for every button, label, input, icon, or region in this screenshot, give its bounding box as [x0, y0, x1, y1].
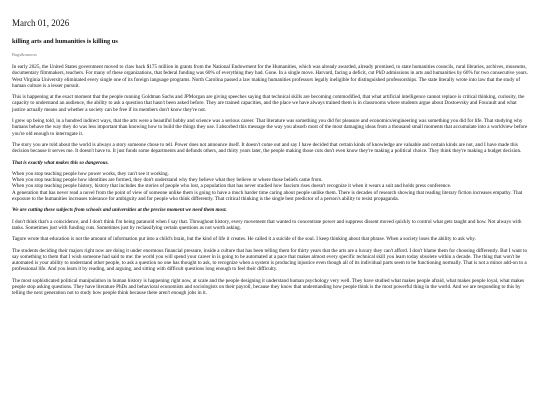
post-title: killing arts and humanities is killing us: [12, 38, 118, 45]
body-paragraph: A generation that has never read a novel from the point of view of someone unlike them is going to have a much harder time caring about people unlike them. There is decades of research showing that reading literary fiction increases empathy. That exposure to the humanities increases tolerance for ambiguity and for people who think differently. That critical thinking is the single best predictor of a person's ability to resist propaganda.: [12, 189, 523, 203]
body-paragraph: This is happening at the exact moment that the people running Goldman Sachs and JPMorgan are giving speeches saying that technical skills are becoming commodified, that what artificial intelligence cannot replace is critical thinking, curiosity, the capacity to understand an audience, the ability to ask a question that hasn't been asked before. They are trained capacities, and the place we have always trained them is in classrooms where students argue about Dostoevsky and Foucault and what justice actually means and whether a society can be free if its members don't know they're not.: [12, 94, 525, 113]
body-paragraph: When you stop teaching people how power works, they can't see it working.: [12, 170, 169, 177]
body-paragraph: The most sophisticated political manipulation in human history is happening right now, at scale and the people designing it understand human psychology very well. They have studied what makes people afraid, what makes people loyal, what makes people stop asking questions. They have literature PhDs and behavioral economists and sociologists on their payroll, because they know that understanding how people think is the most powerful thing in the world. And we are responding to this by telling the next generation not to study how people think because there aren't enough jobs in it.: [12, 277, 525, 297]
body-paragraph: In early 2025, the United States government moved to claw back $175 million in grants from the National Endowment for the Humanities, which was already awarded, already promised, to state humanities councils, rural libraries, archives, museums, documentary filmmakers, teachers. For many of these organizations, that federal funding was 60% of everything they had. Gone. In a single move. Harvard, facing a deficit, cut PhD admissions in arts and humanities by 60% for two consecutive years. West Virginia University eliminated every single one of its foreign language programs. North Carolina passed a law making humanities professors legally ineligible for distinguished professorships. The state literally wrote into law that the study of human culture is a lesser pursuit.: [12, 64, 528, 89]
post-author[interactable]: Bugs&rumors: [12, 52, 37, 57]
body-paragraph: The story you are told about the world is always a story someone chose to tell. Power does not announce itself. It doesn't come out and say I have decided that certain kinds of knowledge are valuable and certain kinds are not, and I have made this decision because it serves me. It doesn't have to. It just funds some departments and defunds others, and thirty years later, the people making those cuts don't even know they're making a political choice. They think they're making a budget decision.: [12, 141, 522, 155]
post-date: March 01, 2026: [12, 18, 70, 28]
body-paragraph: I don't think that's a coincidence, and I don't think I'm being paranoid when I say that. Throughout history, every movement that wanted to concentrate power and suppress dissent moved quickly to control what gets taught and how. Not always with tanks. Sometimes just with funding cuts. Sometimes just by reclassifying certain questions as not worth asking.: [12, 218, 522, 231]
body-paragraph: The students deciding their majors right now are doing it under enormous financial pressure, inside a culture that has been telling them for thirty years that the arts are a luxury they can't afford. I don't blame them for choosing differently. But I want to say something to them that I wish someone had said to me: the world you will spend your career in is going to be automated at a pace that makes almost every specific technical skill you learn today obsolete within a decade. The thing that won't be automated is your ability to understand other people, to ask a question no one has thought to ask, to recognize when a system is producing injustice even though all of its individual parts seem to be functioning normally. That is not a minor add-on to a professional life. And you learn it by reading, and arguing, and sitting with difficult questions long enough to feel their difficulty.: [12, 247, 528, 273]
section-heading: That is exactly what makes this so dangerous.: [12, 159, 109, 166]
body-paragraph: When you stop teaching people history, history that includes the stories of people who lost, a population that has never studied how fascism rises doesn't recognize it when it wears a suit and holds press conference.: [12, 183, 452, 190]
post-body: [12, 64, 530, 302]
body-paragraph: When you stop teaching people how identities are formed, they don't understand why they believe what they believe or where those beliefs came from.: [12, 177, 323, 184]
body-paragraph: I grew up being told, in a hundred indirect ways, that the arts were a beautiful hobby and science was a serious career. That literature was something you did for pleasure and economics/engineering was something you did for life. That studying why humans behave the way they do was less important than knowing how to build the things they use. I absorbed this message the way you absorb most of the most damaging ideas from a thousand small moments that accumulate into a worldview before you're old enough to interrogate it.: [12, 118, 528, 137]
section-heading: We are cutting these subjects from schools and universities at the precise moment we need them most.: [12, 207, 227, 214]
body-paragraph: Tagore wrote that education is not the amount of information put into a child's brain, but the kind of life it creates. He called it a suicide of the soul. I keep thinking about that phrase. When a society loses the ability to ask why.: [12, 236, 476, 243]
